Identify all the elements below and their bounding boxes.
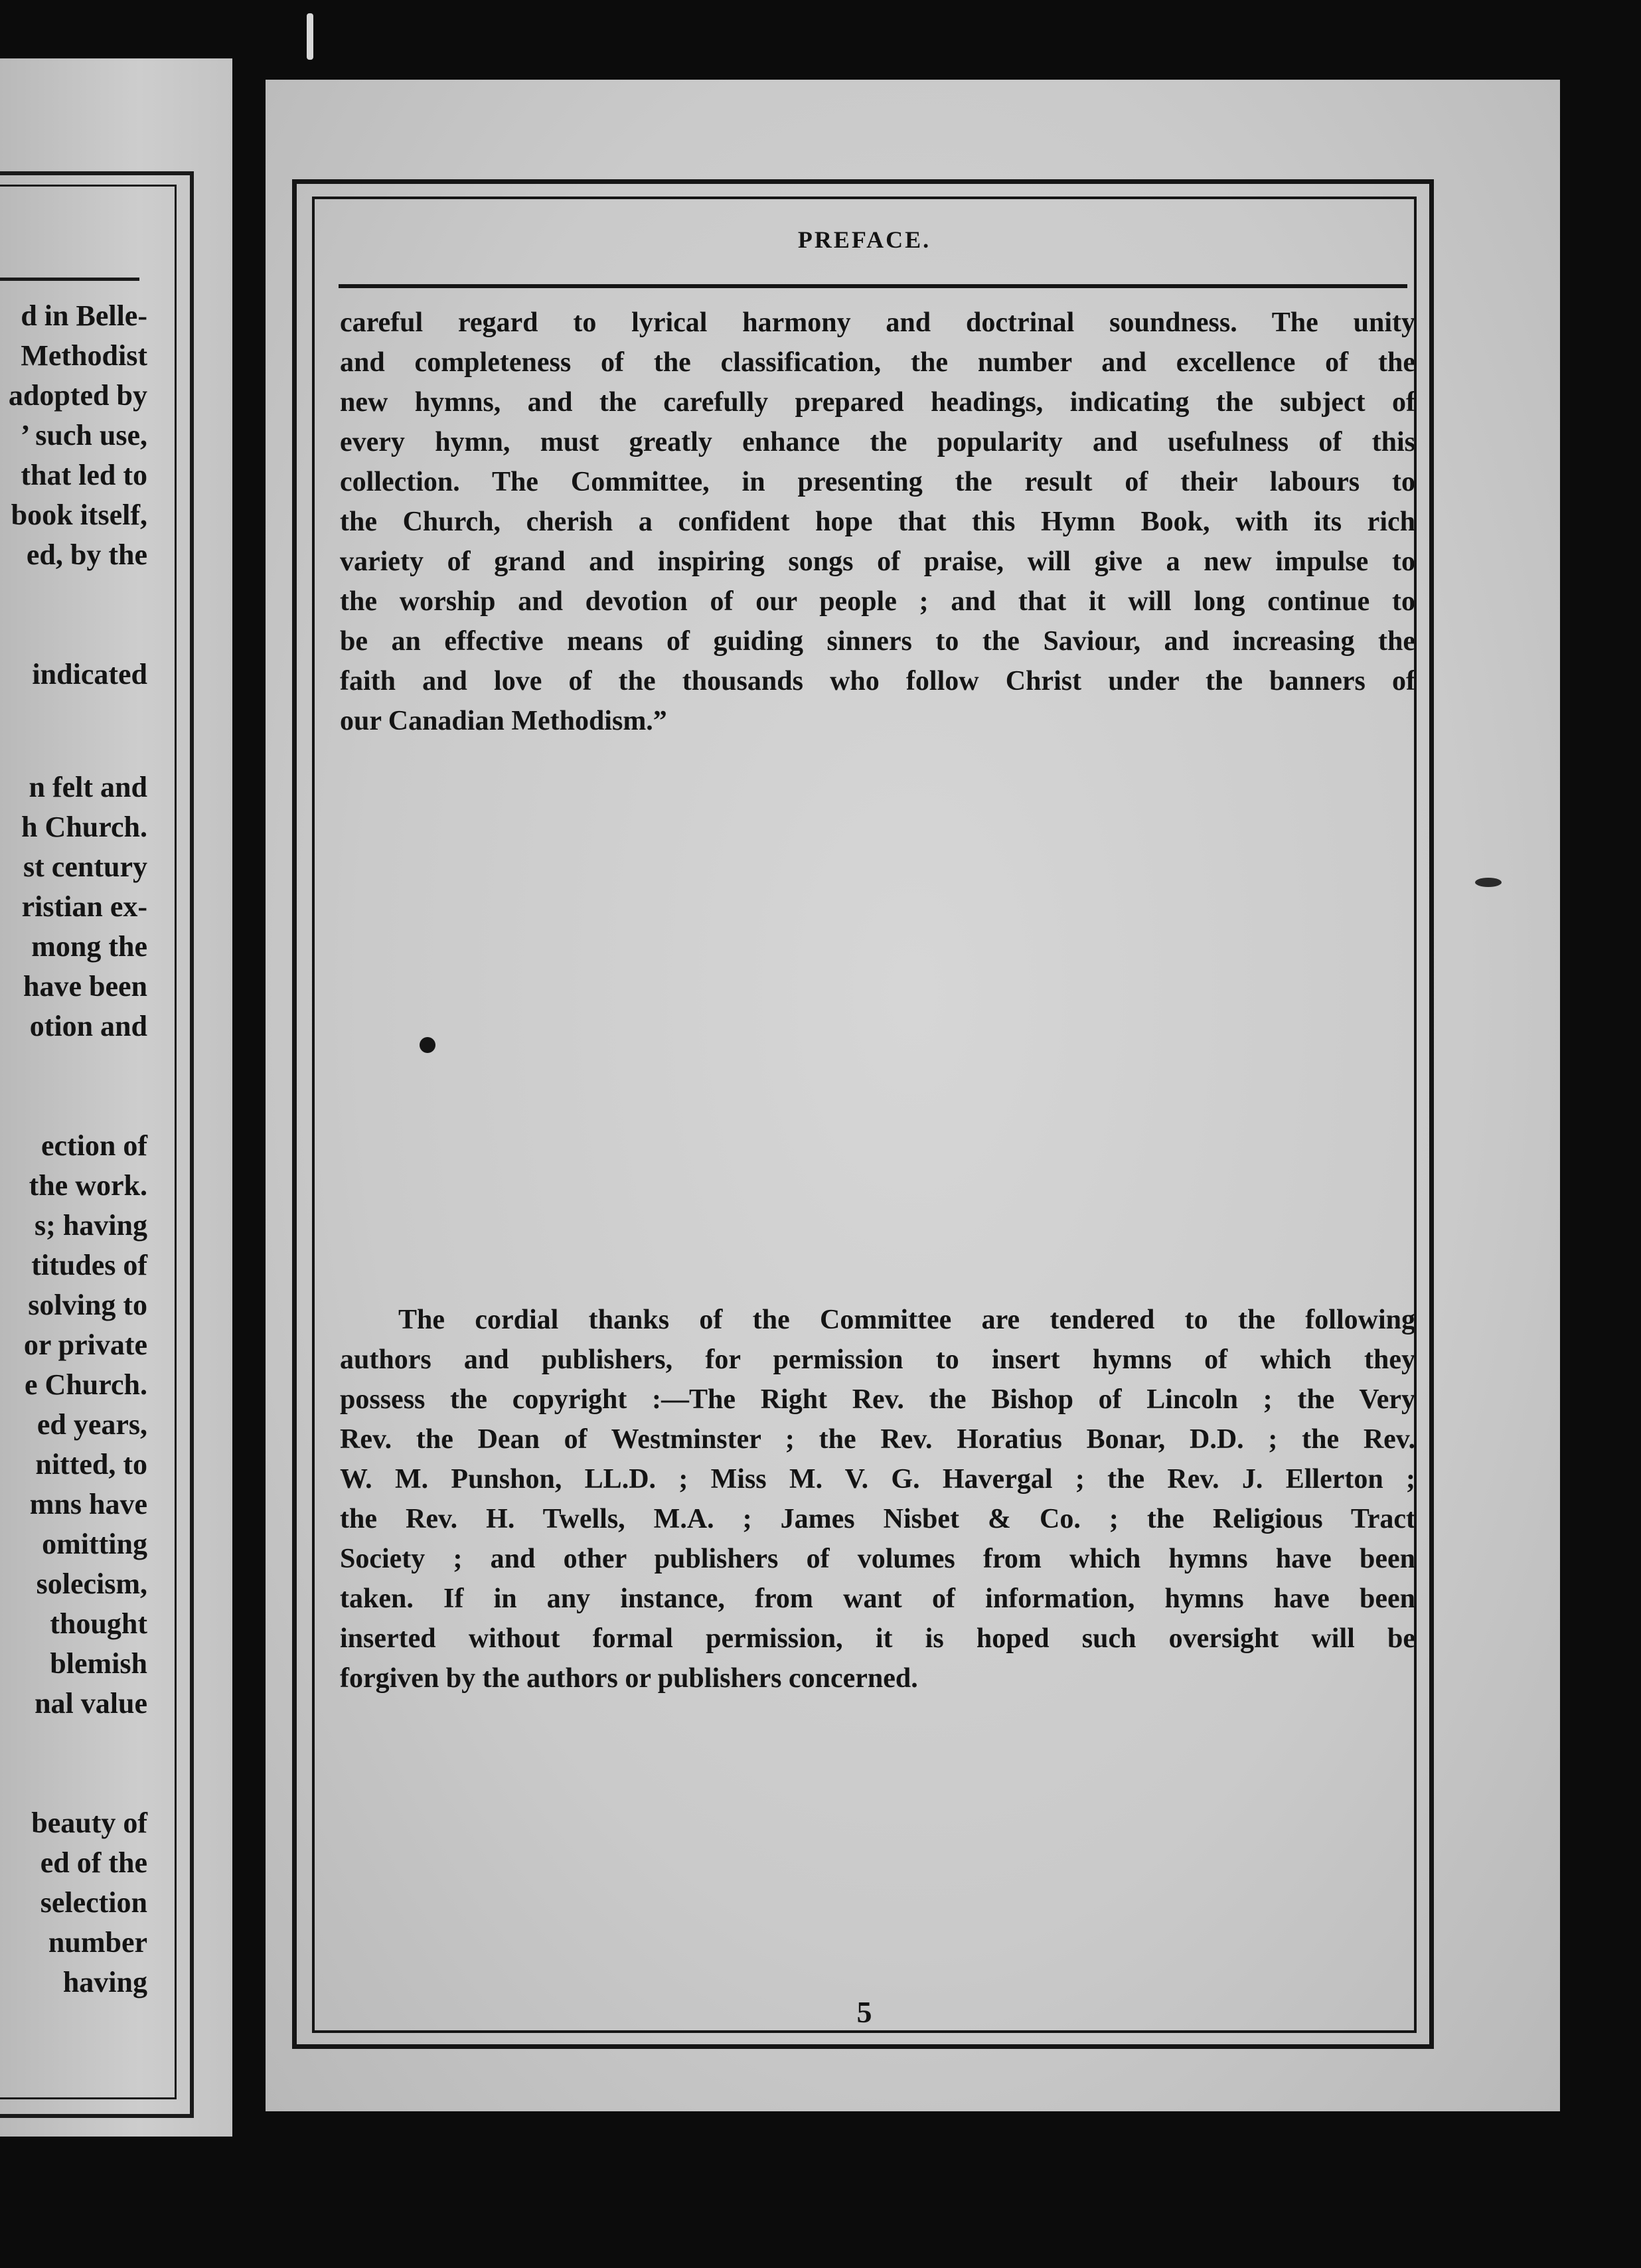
- ink-speck: [420, 1037, 435, 1053]
- text-line: the Church, cherish a confident hope that this Hymn Book, with its rich: [340, 507, 1415, 537]
- facing-page: [0, 58, 232, 2137]
- text-line: Society ; and other publishers of volumes from which hymns have been: [340, 1544, 1415, 1574]
- facing-page-line: thought: [50, 1607, 147, 1640]
- facing-page-line: ristian ex-: [21, 890, 147, 923]
- header-rule: [339, 284, 1407, 288]
- facing-page-line: beauty of: [31, 1807, 147, 1839]
- facing-page-line: book itself,: [11, 499, 147, 531]
- facing-page-line: n felt and: [29, 771, 147, 803]
- text-line: possess the copyright :—The Right Rev. the Bishop of Lincoln ; the Very: [340, 1384, 1415, 1415]
- text-line: W. M. Punshon, LL.D. ; Miss M. V. G. Havergal ; the Rev. J. Ellerton ;: [340, 1464, 1415, 1495]
- text-line: every hymn, must greatly enhance the popularity and usefulness of this: [340, 427, 1415, 457]
- facing-page-line: titudes of: [31, 1249, 147, 1281]
- facing-page-line: solving to: [28, 1289, 147, 1321]
- page-header: PREFACE.: [797, 226, 931, 253]
- facing-page-line: number: [48, 1926, 147, 1959]
- facing-page-line: nitted, to: [35, 1448, 147, 1481]
- text-line: variety of grand and inspiring songs of praise, will give a new impulse to: [340, 546, 1415, 577]
- facing-page-line: d in Belle-: [21, 299, 147, 332]
- text-line: inserted without formal permission, it is hoped such oversight will be: [340, 1623, 1415, 1654]
- facing-page-line: mong the: [31, 930, 147, 963]
- facing-page-line: h Church.: [21, 811, 147, 843]
- facing-page-line: mns have: [29, 1488, 147, 1520]
- preface-paragraph-1: [340, 303, 1415, 741]
- facing-page-line: the work.: [29, 1169, 147, 1202]
- facing-page-line: otion and: [29, 1010, 147, 1042]
- text-line: authors and publishers, for permission to insert hymns of which they: [340, 1344, 1415, 1375]
- text-line: be an effective means of guiding sinners to the Saviour, and increasing the: [340, 626, 1415, 657]
- text-line: collection. The Committee, in presenting the result of their labours to: [340, 467, 1415, 497]
- text-line: taken. If in any instance, from want of information, hymns have been: [340, 1583, 1415, 1614]
- page-number: 5: [856, 1995, 872, 2029]
- facing-page-line: that led to: [21, 459, 147, 491]
- text-line: and completeness of the classification, the number and excellence of the: [340, 347, 1415, 378]
- facing-page-line: adopted by: [8, 379, 147, 412]
- text-line: the Rev. H. Twells, M.A. ; James Nisbet & Co. ; the Religious Tract: [340, 1504, 1415, 1534]
- text-line: The cordial thanks of the Committee are tendered to the following: [398, 1305, 1415, 1335]
- facing-page-line: blemish: [50, 1647, 147, 1680]
- facing-page-line: nal value: [35, 1687, 147, 1720]
- text-line: the worship and devotion of our people ; and that it will long continue to: [340, 586, 1415, 617]
- facing-page-line: indicated: [32, 658, 147, 690]
- facing-page-line: omitting: [42, 1528, 147, 1560]
- facing-page-line: have been: [23, 970, 147, 1003]
- facing-page-line: st century: [23, 850, 147, 883]
- facing-page-line: e Church.: [25, 1368, 147, 1401]
- facing-page-line: selection: [40, 1886, 147, 1919]
- facing-page-line: or private: [23, 1329, 147, 1361]
- facing-page-line: ed years,: [37, 1408, 147, 1441]
- facing-page-line: ection of: [40, 1129, 147, 1162]
- facing-page-line: ed, by the: [26, 538, 147, 571]
- facing-page-line: ed of the: [40, 1846, 147, 1879]
- facing-page-header-rule: [0, 278, 139, 281]
- text-line: forgiven by the authors or publishers concerned.: [340, 1663, 918, 1694]
- text-line: careful regard to lyrical harmony and doctrinal soundness. The unity: [340, 307, 1415, 338]
- facing-page-line: ’ such use,: [20, 419, 147, 451]
- text-line: faith and love of the thousands who follow Christ under the banners of: [340, 666, 1415, 696]
- scan-mark: [307, 13, 313, 60]
- text-line: new hymns, and the carefully prepared headings, indicating the subject of: [340, 387, 1415, 418]
- text-line: Rev. the Dean of Westminster ; the Rev. Horatius Bonar, D.D. ; the Rev.: [340, 1424, 1415, 1455]
- preface-paragraph-2: [340, 1300, 1415, 1698]
- facing-page-line: having: [62, 1966, 147, 1998]
- facing-page-line: s; having: [35, 1209, 147, 1242]
- text-line: our Canadian Methodism.”: [340, 706, 667, 736]
- facing-page-line: Methodist: [21, 339, 147, 372]
- facing-page-line: solecism,: [36, 1568, 147, 1600]
- ink-speck: [1475, 878, 1502, 887]
